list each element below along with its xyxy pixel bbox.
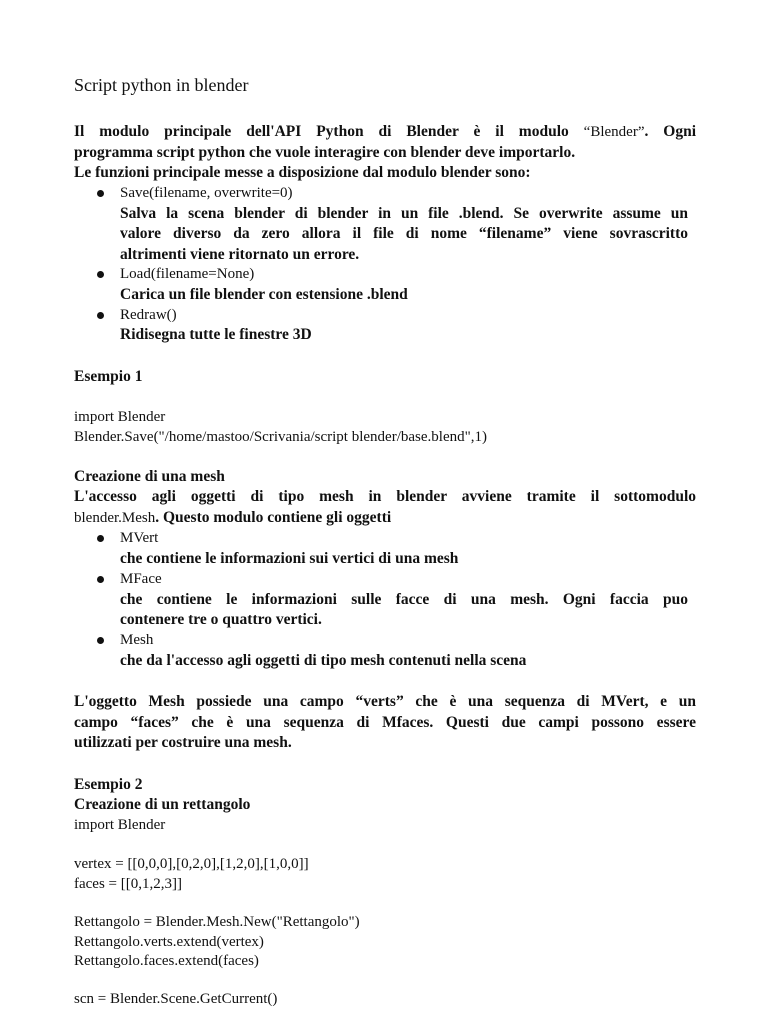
example-1-code-line-1: import Blender	[74, 409, 166, 425]
paragraph-line-1: L'oggetto Mesh possiede una campo “verts” che è una sequenza di MVert, e un	[74, 693, 696, 710]
bullet-dot	[97, 190, 104, 197]
example-2-code-line-6: Rettangolo.faces.extend(faces)	[74, 953, 259, 969]
mesh-item-mvert: MVert	[120, 530, 159, 546]
mesh-item-mvert-desc: che contiene le informazioni sui vertici di una mesh	[120, 550, 459, 567]
function-desc-save-line-1: Salva la scena blender di blender in un file .blend. Se overwrite assume un	[120, 205, 688, 222]
function-name-save: Save(filename, overwrite=0)	[120, 185, 293, 201]
example-2-code-line-3: faces = [[0,1,2,3]]	[74, 876, 182, 892]
mesh-item-mface: MFace	[120, 571, 162, 587]
bullet-dot	[97, 535, 104, 542]
paragraph-line-3: utilizzati per costruire una mesh.	[74, 734, 292, 751]
function-desc-save-line-3: altrimenti viene ritornato un errore.	[120, 246, 360, 263]
example-2-code-line-5: Rettangolo.verts.extend(vertex)	[74, 934, 264, 950]
mesh-line-1: L'accesso agli oggetti di tipo mesh in blender avviene tramite il sottomodulo	[74, 488, 696, 505]
example-2-subheading: Creazione di un rettangolo	[74, 796, 251, 813]
example-1-heading: Esempio 1	[74, 368, 143, 385]
function-desc-load: Carica un file blender con estensione .blend	[120, 286, 408, 303]
document-title: Script python in blender	[74, 75, 249, 95]
example-2-code-line-2: vertex = [[0,0,0],[0,2,0],[1,2,0],[1,0,0]]	[74, 856, 309, 872]
example-2-code-line-7: scn = Blender.Scene.GetCurrent()	[74, 991, 278, 1007]
function-name-load: Load(filename=None)	[120, 266, 255, 282]
bullet-dot	[97, 576, 104, 583]
example-2-heading: Esempio 2	[74, 776, 143, 793]
intro-line-3: Le funzioni principale messe a disposizione dal modulo blender sono:	[74, 164, 531, 181]
bullet-dot	[97, 637, 104, 644]
mesh-item-mface-desc-line-1: che contiene le informazioni sulle facce di una mesh. Ogni faccia puo	[120, 591, 688, 608]
mesh-item-mesh-desc: che da l'accesso agli oggetti di tipo mesh contenuti nella scena	[120, 652, 527, 669]
example-2-code-line-1: import Blender	[74, 817, 166, 833]
example-2-code-line-4: Rettangolo = Blender.Mesh.New("Rettangolo")	[74, 914, 360, 930]
intro-line-1: Il modulo principale dell'API Python di Blender è il modulo “Blender”. Ogni	[74, 123, 697, 140]
bullet-dot	[97, 271, 104, 278]
function-name-redraw: Redraw()	[120, 307, 177, 323]
function-desc-redraw: Ridisegna tutte le finestre 3D	[120, 326, 312, 343]
example-1-code-line-2: Blender.Save("/home/mastoo/Scrivania/script blender/base.blend",1)	[74, 429, 487, 445]
mesh-item-mface-desc-line-2: contenere tre o quattro vertici.	[120, 611, 322, 628]
mesh-line-2: blender.Mesh. Questo modulo contiene gli oggetti	[74, 509, 392, 526]
function-desc-save-line-2: valore diverso da zero allora il file di nome “filename” viene sovrascritto	[120, 225, 688, 242]
intro-line-2: programma script python che vuole interagire con blender deve importarlo.	[74, 144, 576, 161]
bullet-dot	[97, 312, 104, 319]
paragraph-line-2: campo “faces” che è una sequenza di Mfaces. Questi due campi possono essere	[74, 714, 696, 731]
mesh-item-mesh: Mesh	[120, 632, 154, 648]
mesh-heading: Creazione di una mesh	[74, 468, 225, 485]
